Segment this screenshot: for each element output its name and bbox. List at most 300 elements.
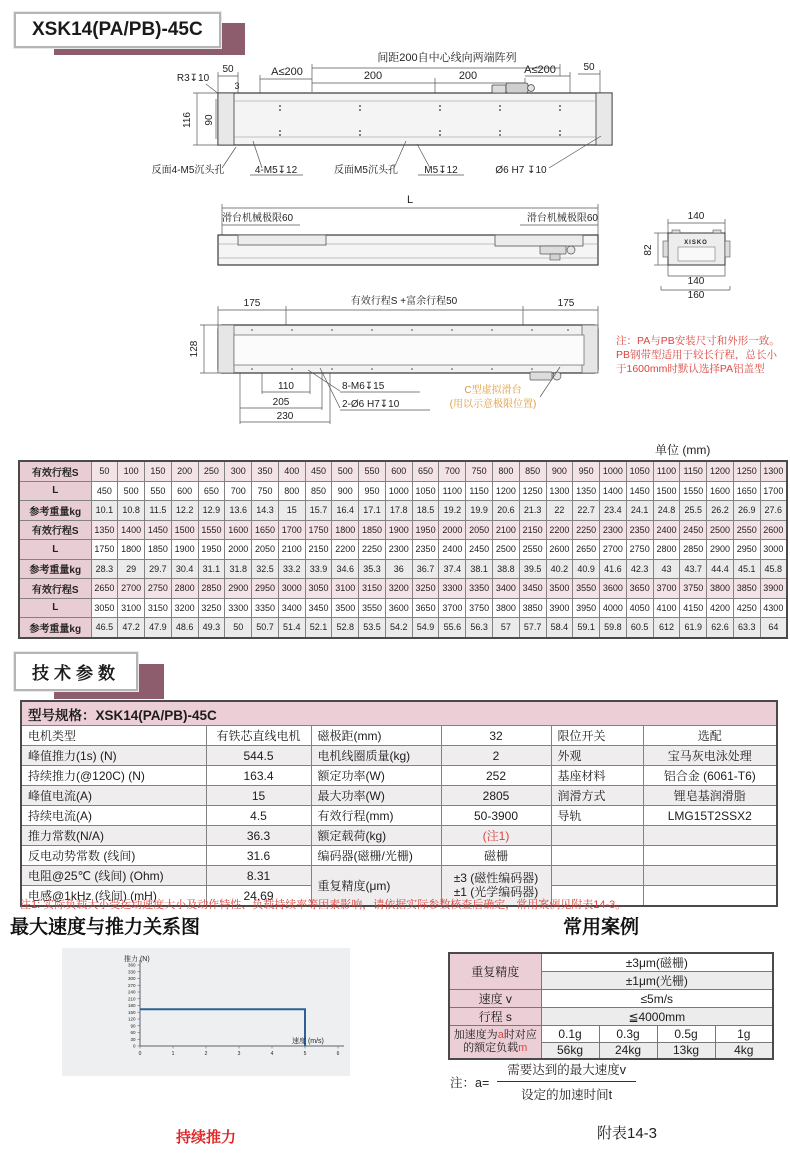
dim-cell: 24.1: [626, 501, 653, 521]
spec-table-row: [21, 746, 777, 766]
dim-cell: 2700: [600, 540, 627, 560]
spec-value: 32: [441, 726, 551, 746]
dim-cell: 3150: [359, 579, 386, 599]
dim-cell: 2250: [573, 520, 600, 540]
dim-cell: 2350: [626, 520, 653, 540]
dim-cell: 2400: [653, 520, 680, 540]
svg-text:30: 30: [130, 1036, 136, 1042]
dim-cell: 1500: [171, 520, 198, 540]
dim-cell: 2800: [653, 540, 680, 560]
dim-cell: 25.5: [680, 501, 707, 521]
dim-cell: 150: [145, 461, 172, 481]
dim-table-row: [19, 579, 787, 599]
common-cases-table: [448, 952, 774, 1060]
spec-value: 有铁芯直线电机: [206, 726, 311, 746]
svg-text:90: 90: [130, 1023, 136, 1029]
dim-cell: 2000: [439, 520, 466, 540]
dim-cell: 2800: [171, 579, 198, 599]
dimension-table: [18, 460, 788, 639]
dim-cell: 1850: [359, 520, 386, 540]
accel-load-label: 加速度为a时对应的额定负载m: [449, 1026, 541, 1060]
dim-cell: 1750: [91, 540, 118, 560]
dim-table-row: [19, 540, 787, 560]
formula-fraction: [497, 1060, 636, 1103]
dim-cell: 1350: [91, 520, 118, 540]
accel-value: 0.5g: [657, 1026, 715, 1043]
dim-175-right: 175: [557, 298, 575, 309]
svg-text:210: 210: [127, 996, 136, 1002]
dim-cell: 2650: [91, 579, 118, 599]
dim-cell: 1600: [225, 520, 252, 540]
dim-cell: 300: [225, 461, 252, 481]
dim-cell: 54.9: [412, 618, 439, 638]
dim-row-label: 有效行程S: [19, 579, 91, 599]
dim-cell: 33.2: [278, 559, 305, 579]
dim-cell: 53.5: [359, 618, 386, 638]
dim-cell: 612: [653, 618, 680, 638]
dim-cell: 2850: [198, 579, 225, 599]
dim-cell: 850: [305, 481, 332, 501]
dim-cell: 450: [91, 481, 118, 501]
spec-label: 限位开关: [551, 726, 643, 746]
limit-right-label: 滑台机械极限60: [526, 213, 598, 224]
dim-3: 3: [234, 81, 240, 91]
spec-label: [551, 866, 643, 886]
spec-value: 2805: [441, 786, 551, 806]
dim-row-label: 有效行程S: [19, 461, 91, 481]
dim-row-label: 有效行程S: [19, 520, 91, 540]
load-note: 注1: 实际负载大小受运动速度大小及动作特性、负载持续率等因素影响，请依据实际参数核查后确定，常用案例见附表14-3。: [20, 899, 627, 911]
dim-cell: 13.6: [225, 501, 252, 521]
dim-230: 230: [276, 411, 294, 422]
cable-connector-bottom: [530, 372, 561, 380]
dim-cell: 3950: [573, 598, 600, 618]
svg-text:3: 3: [237, 1051, 241, 1057]
dim-cell: 1100: [653, 461, 680, 481]
dim-cell: 1650: [252, 520, 279, 540]
dim-cell: 39.5: [519, 559, 546, 579]
cases-section-title: 常用案例: [563, 917, 640, 938]
dim-128: 128: [189, 340, 200, 358]
stroke-value: ≦4000mm: [541, 1008, 773, 1026]
svg-text:300: 300: [127, 976, 136, 982]
dim-cell: 700: [439, 461, 466, 481]
dim-cell: 3550: [573, 579, 600, 599]
dim-cell: 2250: [359, 540, 386, 560]
label-back-m5: 反面M5沉头孔: [334, 165, 398, 176]
dim-cell: 18.5: [412, 501, 439, 521]
dim-cell: 30.4: [171, 559, 198, 579]
dim-cell: 2150: [519, 520, 546, 540]
dim-cell: 2500: [707, 520, 734, 540]
repeat-accuracy-label: 重复精度: [449, 953, 541, 990]
spec-label: 有效行程(mm): [311, 806, 441, 826]
dim-cell: 2050: [252, 540, 279, 560]
dim-cell: 14.3: [252, 501, 279, 521]
dim-cell: 57.7: [519, 618, 546, 638]
dim-cell: 1150: [466, 481, 493, 501]
model-title: XSK14(PA/PB)-45C: [14, 12, 221, 48]
dim-cell: 3550: [359, 598, 386, 618]
dim-cell: 3300: [225, 598, 252, 618]
dim-cell: 1800: [332, 520, 359, 540]
dim-200-b: 200: [458, 70, 478, 82]
dim-cell: 3800: [492, 598, 519, 618]
dim-cell: 3450: [519, 579, 546, 599]
thrust-speed-chart-panel: [62, 948, 350, 1076]
dim-160: 160: [687, 290, 705, 301]
dim-cell: 38.8: [492, 559, 519, 579]
dim-cell: 1400: [118, 520, 145, 540]
dim-cell: 60.5: [626, 618, 653, 638]
dim-cell: 1850: [145, 540, 172, 560]
dim-cell: 2150: [305, 540, 332, 560]
dim-cell: 4200: [707, 598, 734, 618]
dim-cell: 19.2: [439, 501, 466, 521]
load-value: 56kg: [541, 1042, 599, 1059]
dim-cell: 250: [198, 461, 225, 481]
dim-cell: 24.8: [653, 501, 680, 521]
table-row: [449, 990, 773, 1008]
dim-cell: 2850: [680, 540, 707, 560]
dim-cell: 1050: [626, 461, 653, 481]
dim-cell: 47.2: [118, 618, 145, 638]
dim-cell: 3000: [278, 579, 305, 599]
dim-cell: 50: [225, 618, 252, 638]
dim-cell: 1300: [760, 461, 787, 481]
dim-cell: 3600: [600, 579, 627, 599]
dim-cell: 58.4: [546, 618, 573, 638]
dim-140-bottom: 140: [687, 276, 705, 287]
dim-cell: 1100: [439, 481, 466, 501]
table-row: [449, 1026, 773, 1043]
dim-cell: 3100: [118, 598, 145, 618]
dim-cell: 11.5: [145, 501, 172, 521]
dim-cell: 31.1: [198, 559, 225, 579]
dim-cell: 2600: [546, 540, 573, 560]
spec-label: [551, 846, 643, 866]
dim-cell: 59.1: [573, 618, 600, 638]
dim-cell: 2200: [332, 540, 359, 560]
dim-cell: 29: [118, 559, 145, 579]
unit-label: 单位 (mm): [655, 443, 711, 457]
svg-text:180: 180: [127, 1003, 136, 1009]
dim-table-row: [19, 559, 787, 579]
svg-text:150: 150: [127, 1009, 136, 1015]
spec-value: 24.69: [206, 886, 311, 907]
dim-cell: 3750: [680, 579, 707, 599]
dim-cell: 3250: [198, 598, 225, 618]
dim-110: 110: [278, 381, 294, 392]
formula-prefix: 注：a=: [450, 1075, 490, 1090]
spec-label: 电机线圈质量(kg): [311, 746, 441, 766]
dim-cell: 64: [760, 618, 787, 638]
spec-value: 252: [441, 766, 551, 786]
dim-cell: 28.3: [91, 559, 118, 579]
dim-cell: 200: [171, 461, 198, 481]
dim-175-left: 175: [243, 298, 261, 309]
dim-row-label: 参考重量kg: [19, 559, 91, 579]
dim-cell: 10.8: [118, 501, 145, 521]
continuous-thrust-label: 持续推力: [175, 1129, 236, 1146]
bottom-view-drawing: [189, 294, 780, 424]
dim-cell: 3600: [385, 598, 412, 618]
dim-cell: 2300: [600, 520, 627, 540]
dim-cell: 17.8: [385, 501, 412, 521]
spec-label: 峰值推力(1s) (N): [21, 746, 206, 766]
dim-cell: 50.7: [252, 618, 279, 638]
appendix-table-ref: 附表14-3: [597, 1125, 658, 1142]
repeat-accuracy-value-1: ±3μm(磁栅): [541, 953, 773, 972]
spec-value: [643, 866, 777, 886]
dim-row-label: 参考重量kg: [19, 618, 91, 638]
spec-value: 宝马灰电泳处理: [643, 746, 777, 766]
pitch-note: 间距200自中心线向两端阵列: [377, 52, 517, 64]
dim-cell: 1200: [492, 481, 519, 501]
dim-cell: 56.3: [466, 618, 493, 638]
dim-cell: 47.9: [145, 618, 172, 638]
label-4m5x12: 4-M5↧12: [254, 165, 298, 176]
pa-pb-note-line3: 于1600mm时默认选择PA铝盖型: [616, 363, 765, 375]
spec-value: 2: [441, 746, 551, 766]
svg-text:270: 270: [127, 982, 136, 988]
dim-cell: 59.8: [600, 618, 627, 638]
dim-cell: 2100: [278, 540, 305, 560]
dim-cell: 800: [278, 481, 305, 501]
dim-cell: 3650: [626, 579, 653, 599]
load-value: 13kg: [657, 1042, 715, 1059]
spec-label: 电机类型: [21, 726, 206, 746]
dim-cell: 550: [359, 461, 386, 481]
dim-cell: 4250: [733, 598, 760, 618]
dim-table-row: [19, 501, 787, 521]
spec-label: 额定载荷(kg): [311, 826, 441, 846]
dim-cell: 4000: [600, 598, 627, 618]
dim-cell: 43.7: [680, 559, 707, 579]
spec-label: 外观: [551, 746, 643, 766]
dim-cell: 3050: [305, 579, 332, 599]
dim-cell: 50: [91, 461, 118, 481]
dim-cell: 19.9: [466, 501, 493, 521]
spec-label: 磁极距(mm): [311, 726, 441, 746]
dim-cell: 33.9: [305, 559, 332, 579]
dim-a200-left: A≤200: [271, 66, 303, 78]
dim-cell: 3850: [733, 579, 760, 599]
dim-cell: 650: [412, 461, 439, 481]
dim-cell: 650: [198, 481, 225, 501]
dim-cell: 1800: [118, 540, 145, 560]
virtual-slider-note-1: C型虚拟滑台: [464, 385, 522, 396]
dim-table-row: [19, 520, 787, 540]
dim-50-right: 50: [583, 62, 595, 73]
dim-r3: R3↧10: [176, 73, 210, 84]
dim-cell: 12.9: [198, 501, 225, 521]
limit-left-label: 滑台机械极限60: [222, 213, 294, 224]
dim-cell: 1900: [171, 540, 198, 560]
dim-cell: 3900: [546, 598, 573, 618]
dim-table-row: [19, 598, 787, 618]
dim-cell: 1250: [733, 461, 760, 481]
dim-cell: 45.8: [760, 559, 787, 579]
dim-cell: 2050: [466, 520, 493, 540]
dim-116: 116: [182, 112, 193, 128]
top-view-drawing: [152, 50, 612, 176]
dim-82: 82: [643, 244, 654, 256]
spec-value: 15: [206, 786, 311, 806]
dim-cell: 1950: [198, 540, 225, 560]
dim-cell: 37.4: [439, 559, 466, 579]
dim-cell: 3800: [707, 579, 734, 599]
dim-cell: 40.9: [573, 559, 600, 579]
spec-label: 电阻@25℃ (线间) (Ohm): [21, 866, 206, 886]
dim-cell: 900: [332, 481, 359, 501]
spec-value: [643, 846, 777, 866]
svg-text:4: 4: [270, 1051, 274, 1057]
dim-cell: 12.2: [171, 501, 198, 521]
dim-cell: 61.9: [680, 618, 707, 638]
dim-cell: 4150: [680, 598, 707, 618]
dim-cell: 41.6: [600, 559, 627, 579]
dim-cell: 22: [546, 501, 573, 521]
dim-cell: 1750: [305, 520, 332, 540]
dim-cell: 51.4: [278, 618, 305, 638]
dim-cell: 21.3: [519, 501, 546, 521]
dim-cell: 1000: [600, 461, 627, 481]
dim-cell: 45.1: [733, 559, 760, 579]
dim-cell: 1500: [653, 481, 680, 501]
dim-cell: 2400: [439, 540, 466, 560]
dim-cell: 27.6: [760, 501, 787, 521]
dim-cell: 750: [466, 461, 493, 481]
dim-cell: 1700: [760, 481, 787, 501]
spec-value: [643, 826, 777, 846]
dim-cell: 3500: [332, 598, 359, 618]
dim-cell: 350: [252, 461, 279, 481]
spec-table-row: [21, 766, 777, 786]
spec-table: [20, 700, 778, 907]
dim-cell: 3400: [492, 579, 519, 599]
dim-cell: 3750: [466, 598, 493, 618]
dim-cell: 17.1: [359, 501, 386, 521]
dim-cell: 36.7: [412, 559, 439, 579]
accel-value: 0.3g: [599, 1026, 657, 1043]
repeat-accuracy-value-2: ±1μm(光栅): [541, 972, 773, 990]
dim-cell: 55.6: [439, 618, 466, 638]
svg-text:240: 240: [127, 989, 136, 995]
dim-cell: 32.5: [252, 559, 279, 579]
accel-value: 1g: [715, 1026, 773, 1043]
dim-cell: 3100: [332, 579, 359, 599]
spec-table-header: 型号规格：XSK14(PA/PB)-45C: [21, 701, 777, 726]
dim-200-a: 200: [363, 70, 383, 82]
dim-cell: 1900: [385, 520, 412, 540]
label-8m6: 8-M6↧15: [342, 381, 385, 392]
spec-value: (注1): [441, 826, 551, 846]
svg-text:6: 6: [336, 1051, 340, 1057]
dim-cell: 2750: [626, 540, 653, 560]
svg-text:2: 2: [204, 1051, 208, 1057]
spec-value: 磁栅: [441, 846, 551, 866]
spec-label: 基座材料: [551, 766, 643, 786]
stroke-label: 行程 s: [449, 1008, 541, 1026]
spec-value: 544.5: [206, 746, 311, 766]
spec-label: 编码器(磁栅/光栅): [311, 846, 441, 866]
dim-cell: 22.7: [573, 501, 600, 521]
acceleration-formula-note: [450, 1060, 636, 1103]
label-phi6-h7: Ø6 H7 ↧10: [495, 165, 547, 176]
tech-params-title: 技术参数: [14, 652, 138, 691]
dim-cell: 1700: [278, 520, 305, 540]
svg-text:1: 1: [171, 1051, 175, 1057]
dim-cell: 29.7: [145, 559, 172, 579]
dim-cell: 3350: [466, 579, 493, 599]
spec-value: 锂皂基润滑脂: [643, 786, 777, 806]
svg-text:360: 360: [127, 962, 136, 968]
dim-cell: 2100: [492, 520, 519, 540]
side-view-drawing: [218, 194, 598, 265]
spec-label: 额定功率(W): [311, 766, 441, 786]
dim-cell: 3050: [91, 598, 118, 618]
spec-label: 电感@1kHz (线间) (mH): [21, 886, 206, 907]
dim-cell: 42.3: [626, 559, 653, 579]
dim-cell: 4300: [760, 598, 787, 618]
dim-cell: 1450: [626, 481, 653, 501]
dim-cell: 43: [653, 559, 680, 579]
dim-cell: 2500: [492, 540, 519, 560]
speed-label: 速度 v: [449, 990, 541, 1008]
dim-205: 205: [272, 397, 290, 408]
dim-cell: 1600: [707, 481, 734, 501]
dim-cell: 52.8: [332, 618, 359, 638]
label-2phi6: 2-Ø6 H7↧10: [342, 399, 400, 410]
formula-denominator: 设定的加速时间t: [521, 1088, 613, 1102]
cable-connector-top: [492, 83, 534, 93]
dim-table-row: [19, 481, 787, 501]
dim-table-row: [19, 461, 787, 481]
dim-cell: 38.1: [466, 559, 493, 579]
end-view-drawing: [643, 211, 730, 301]
dim-cell: 2450: [680, 520, 707, 540]
load-value: 4kg: [715, 1042, 773, 1059]
svg-text:330: 330: [127, 969, 136, 975]
dim-cell: 3150: [145, 598, 172, 618]
dim-cell: 4050: [626, 598, 653, 618]
dim-cell: 500: [332, 461, 359, 481]
accel-value: 0.1g: [541, 1026, 599, 1043]
dim-cell: 3350: [252, 598, 279, 618]
dim-cell: 31.8: [225, 559, 252, 579]
dim-cell: 35.3: [359, 559, 386, 579]
dim-cell: 1650: [733, 481, 760, 501]
dim-cell: 57: [492, 618, 519, 638]
spec-table-row: [21, 786, 777, 806]
spec-label: [551, 826, 643, 846]
dim-cell: 2350: [412, 540, 439, 560]
svg-text:0: 0: [138, 1051, 142, 1057]
dim-cell: 2700: [118, 579, 145, 599]
dim-cell: 1300: [546, 481, 573, 501]
formula-numerator: 需要达到的最大速度v: [497, 1060, 636, 1082]
spec-label: 润滑方式: [551, 786, 643, 806]
dim-row-label: 参考重量kg: [19, 501, 91, 521]
dim-cell: 3850: [519, 598, 546, 618]
spec-value: 36.3: [206, 826, 311, 846]
svg-text:120: 120: [127, 1016, 136, 1022]
dim-cell: 850: [519, 461, 546, 481]
spec-value: LMG15T2SSX2: [643, 806, 777, 826]
load-value: 24kg: [599, 1042, 657, 1059]
dim-cell: 34.6: [332, 559, 359, 579]
